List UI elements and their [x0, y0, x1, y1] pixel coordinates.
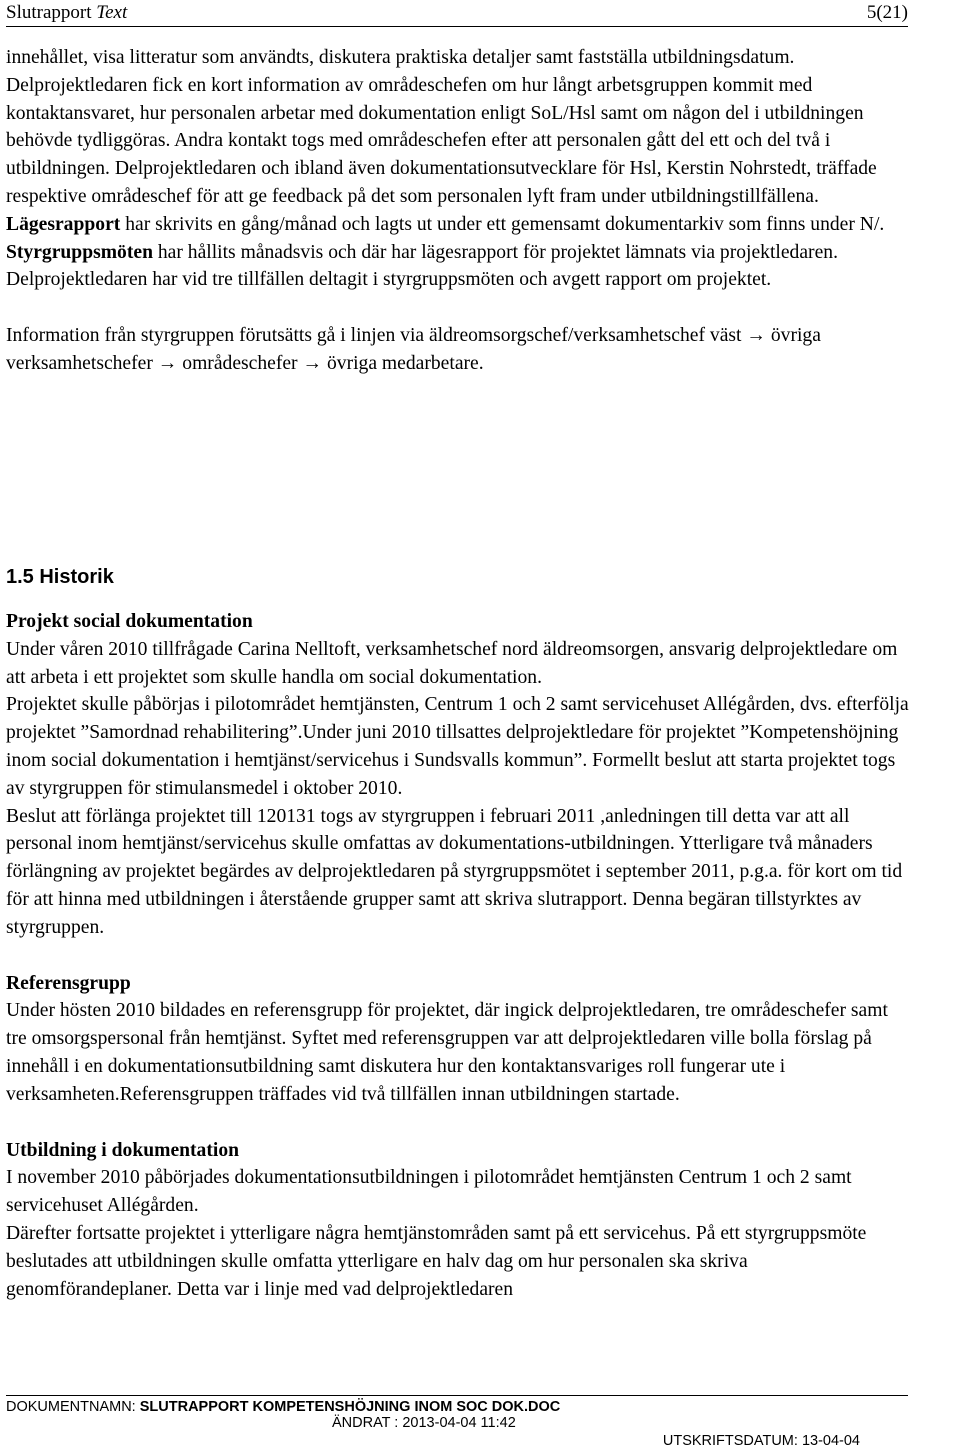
- referensgrupp-paragraph: Under hösten 2010 bildades en referensgrupp för projektet, där ingick delprojektledaren, tre områdeschefer samt tre omsorgspersonal från hemtjänst. Syftet med referensgruppen var att delprojektledaren ville bolla förslag på innehåll i en dokumentationsutbildning samt diskutera hur den kontaktansvariges roll fungerar ute i verksamheten.Referensgruppen träffades vid två tillfällen innan utbildningen startade.: [6, 1000, 888, 1105]
- footer-docname: DOKUMENTNAMN: SLUTRAPPORT KOMPETENSHÖJNING INOM SOC DOK.DOC: [6, 1399, 561, 1415]
- header-title: Slutrapport Text: [6, 2, 128, 23]
- subheading-referensgrupp: Referensgrupp: [6, 972, 131, 994]
- intro-paragraph-1: innehållet, visa litteratur som användts, diskutera praktiska detaljer samt fastställa utbildningsdatum. Delprojektledaren fick en kort information av områdeschefen om hur långt arbetsgruppen kommit med kontaktansvaret, hur personalen arbetar med dokumentation enligt SoL/Hsl samt om någon del i utbildningen behövde tydliggöras. Andra kontakt togs med områdeschefen efter att personalen gått del ett och del två i utbildningen. Delprojektledaren och ibland även dokumentationsutvecklare för Hsl, Kerstin Nohrstedt, träffade respektive områdeschef för att ge feedback på det som personalen lyft fram under utbildningstillfällena.: [6, 47, 877, 207]
- history-paragraph-2: Projektet skulle påbörjas i pilotområdet hemtjänsten, Centrum 1 och 2 samt servicehuset Allégården, dvs. efterfölja projektet ”Samordnad rehabilitering”.Under juni 2010 tillsattes delprojektledare för projektet ”Kompetenshöjning inom social dokumentation i hemtjänst/servicehus i Sundsvalls kommun”. Formellt beslut att starta projektet togs av styrgruppen för stimulansmedel i oktober 2010.: [6, 694, 909, 799]
- subheading-projekt: Projekt social dokumentation: [6, 611, 253, 632]
- section-heading: 1.5 Historik: [6, 566, 114, 588]
- intro-paragraph-5: Information från styrgruppen förutsätts gå i linjen via äldreomsorgschef/verksamhetschef väst → övriga verksamhetschefer → områdeschefer → övriga medarbetare.: [6, 325, 821, 374]
- subheading-utbildning: Utbildning i dokumentation: [6, 1139, 240, 1161]
- footer-printed: UTSKRIFTSDATUM: 13-04-04: [662, 1433, 860, 1449]
- page-number: 5(21): [866, 2, 908, 23]
- intro-paragraph-2: Lägesrapport har skrivits en gång/månad och lagts ut under ett gemensamt dokumentarkiv som finns under N/.: [6, 213, 885, 235]
- intro-paragraph-3: Styrgruppsmöten har hållits månadsvis och där har lägesrapport för projektet lämnats via projektledaren.: [6, 241, 838, 263]
- footer-changed: ÄNDRAT : 2013-04-04 11:42: [332, 1415, 516, 1431]
- intro-paragraph-4: Delprojektledaren har vid tre tillfällen deltagit i styrgruppsmöten och avgett rapport om projektet.: [6, 269, 772, 291]
- history-paragraph-1: Under våren 2010 tillfrågade Carina Nelltoft, verksamhetschef nord äldreomsorgen, ansvarig delprojektledare om att arbeta i ett projektet som skulle handla om social dokumentation.: [6, 638, 898, 688]
- utbildning-paragraph-1: I november 2010 påbörjades dokumentationsutbildningen i pilotområdet hemtjänsten Centrum 1 och 2 samt servicehuset Allégården.: [6, 1167, 852, 1217]
- utbildning-paragraph-2: Därefter fortsatte projektet i ytterligare några hemtjänstområden samt på ett servicehus. På ett styrgruppsmöte beslutades att utbildningen skulle omfatta ytterligare en halv dag om hur personalen ska skriva genomförandeplaner. Detta var i linje med vad delprojektledaren: [6, 1222, 867, 1300]
- footer-rule: [6, 1395, 908, 1396]
- history-section: [6, 608, 911, 1303]
- styrgruppsmoten-term: Styrgruppsmöten: [6, 241, 153, 263]
- page-header: [6, 0, 908, 27]
- intro-text: [6, 44, 911, 378]
- history-paragraph-3: Beslut att förlänga projektet till 120131 togs av styrgruppen i februari 2011 ,anledningen till detta var att all personal inom hemtjänst/servicehus skulle omfattas av dokumentations-utbildningen. Ytterligare två månaders förlängning av projektet begärdes av delprojektledaren på styrgruppsmötet i september 2011, p.g.a. för kort om tid för att hinna med utbildningen i återstående grupper samt att skriva slutrapport. Denna begäran tillstyrktes av styrgruppen.: [6, 805, 903, 938]
- header-title-italic: Text: [96, 2, 128, 23]
- lagesrapport-term: Lägesrapport: [6, 213, 121, 235]
